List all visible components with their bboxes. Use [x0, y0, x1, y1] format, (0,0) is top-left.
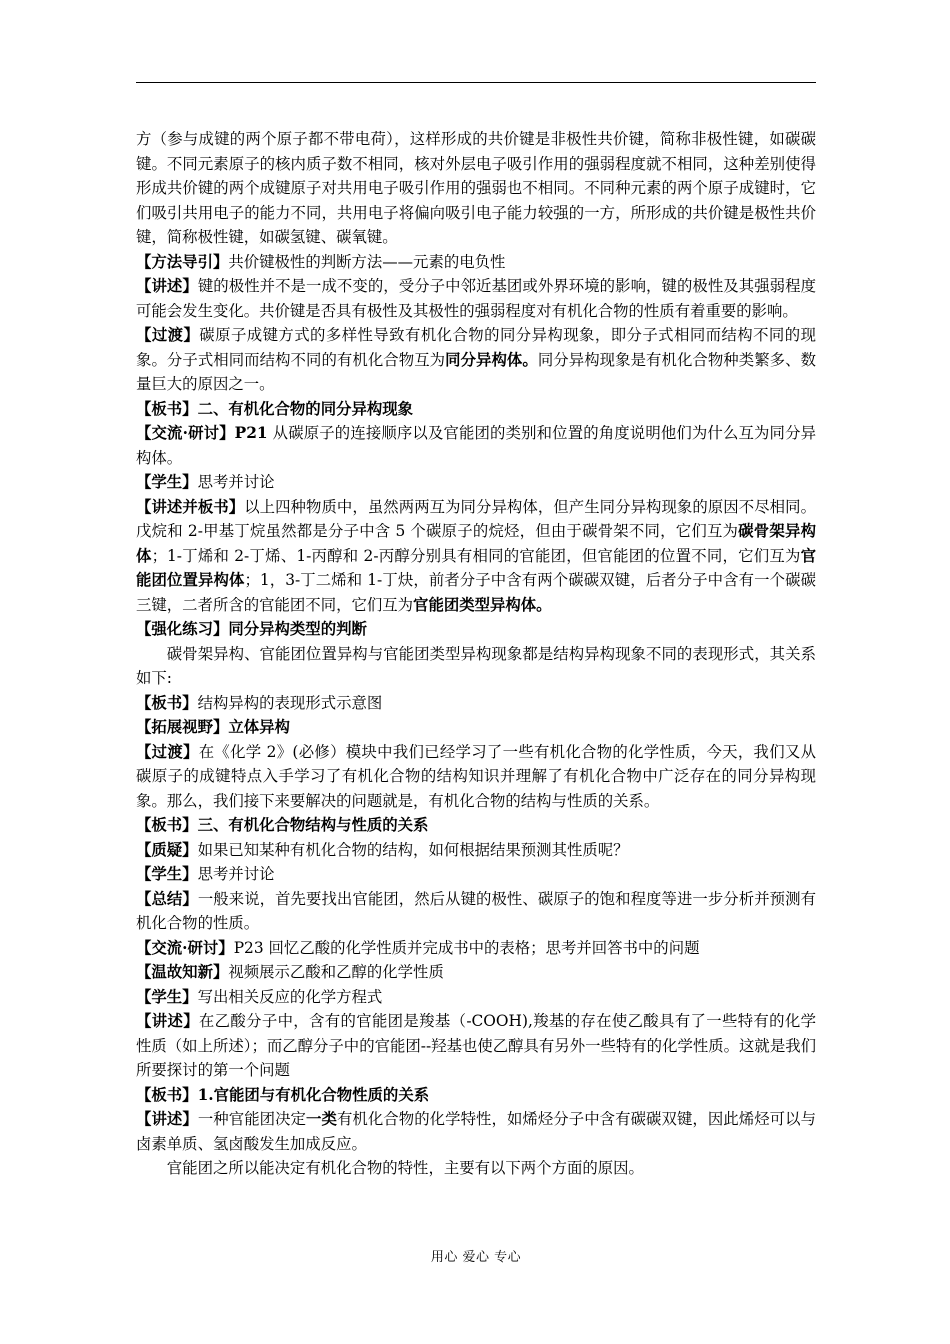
page-footer: 用心 爱心 专心 [430, 1250, 522, 1265]
text-run: 如果已知某种有机化合物的结构，如何根据结果预测其性质呢？ [197, 840, 629, 859]
paragraph-p18 [136, 936, 816, 961]
document-page [136, 0, 816, 1344]
paragraph-p13 [136, 740, 816, 814]
paragraph-p15 [136, 838, 816, 863]
text-run: 视频展示乙酸和乙醇的化学性质 [228, 963, 444, 981]
bold-text: 【温故知新】 [136, 963, 229, 981]
bold-text: 【板书】1.官能团与有机化合物性质的关系 [136, 1085, 430, 1104]
paragraph-p20 [136, 985, 816, 1010]
bold-text: 【板书】 [136, 693, 198, 712]
bold-text: 同分异构体。 [445, 350, 538, 369]
paragraph-p14 [136, 813, 816, 838]
bold-text: 【强化练习】同分异构类型的判断 [136, 620, 367, 638]
text-run: 写出相关反应的化学方程式 [197, 987, 383, 1006]
bold-text: 【拓展视野】立体异构 [136, 718, 290, 736]
paragraph-p3 [136, 274, 816, 323]
bold-text: 【总结】 [136, 889, 198, 908]
text-run: 思考并讨论 [197, 865, 275, 883]
text-run: 在《化学 2》(必修）模块中我们已经学习了一些有机化合物的化学性质，今天，我们又从碳原子的成键特点入手学习了有机化合物的结构知识并理解了有机化合物中广泛存在的同分异构现象。那么，我们接下来要解决的问题就是，有机化合物的结构与性质的关系。 [136, 742, 816, 810]
text-run: P23 回忆乙酸的化学性质并完成书中的表格；思考并回答书中的问题 [233, 938, 700, 957]
text-run: 一般来说，首先要找出官能团，然后从键的极性、碳原子的饱和程度等进一步分析并预测有机化合物的性质。 [136, 889, 816, 932]
paragraph-p16 [136, 862, 816, 887]
text-run: 结构异构的表现形式示意图 [197, 693, 383, 712]
text-run: 键的极性并不是一成不变的，受分子中邻近基团或外界环境的影响，键的极性及其强弱程度可能会发生变化。共价键是否具有极性及其极性的强弱程度对有机化合物的性质有着重要的影响。 [136, 277, 816, 320]
paragraph-p19 [136, 960, 816, 985]
text-run: 共价键极性的判断方法——元素的电负性 [228, 252, 506, 271]
paragraph-p2 [136, 250, 816, 275]
paragraph-p8 [136, 495, 816, 618]
text-run: 有机化合物的化学特性，如烯烃分子中含有碳碳双键，因此烯烃可以与卤素单质、氢卤酸发生加成反应。 [136, 1110, 816, 1153]
bold-text: 【讲述】 [136, 1110, 198, 1128]
bold-text: 【交流·研讨】 [136, 938, 234, 957]
paragraph-p9 [136, 617, 816, 642]
bold-text: 【交流·研讨】P21 [136, 424, 268, 442]
paragraph-p11 [136, 691, 816, 716]
bold-text: 【讲述并板书】 [136, 497, 245, 516]
text-run: 碳骨架异构、官能团位置异构与官能团类型异构现象都是结构异构现象不同的表现形式，其关系如下: [136, 644, 816, 687]
bold-text: 【学生】 [136, 987, 198, 1006]
text-run: 以上四种物质中，虽然两两互为同分异构体，但产生同分异构现象的原因不尽相同。戊烷和 2-甲基丁烷虽然都是分子中含 5 个碳原子的烷烃，但由于碳骨架不同，它们互为 [136, 497, 816, 540]
bold-text: 【板书】二、有机化合物的同分异构现象 [136, 399, 414, 418]
paragraph-p1 [136, 127, 816, 250]
document-body [136, 127, 816, 1181]
text-run: ；1，3-丁二烯和 1-丁炔，前者分子中含有两个碳碳双键，后者分子中含有一个碳碳三键，二者所含的官能团不同，它们互为 [136, 571, 816, 614]
paragraph-p12 [136, 715, 816, 740]
header-rule [136, 82, 816, 83]
paragraph-p23 [136, 1107, 816, 1156]
paragraph-p10 [136, 642, 816, 691]
text-run: 碳原子成键方式的多样性导致有机化合物的同分异构现象，即分子式相同而结构不同的现象。分子式相同而结构不同的有机化合物互为 [136, 326, 816, 369]
text-run: 在乙酸分子中，含有的官能团是羧基（-COOH),羧基的存在使乙酸具有了一些特有的化学性质（如上所述）；而乙醇分子中的官能团--羟基也使乙醇具有另外一些特有的化学性质。这就是我们所要探讨的第一个问题 [136, 1012, 816, 1079]
bold-text: 碳骨架异构体 [136, 522, 816, 565]
bold-text: 官能团类型异构体。 [413, 595, 552, 614]
text-run: 一种官能团决定 [197, 1110, 307, 1128]
bold-text: 【板书】三、有机化合物结构与性质的关系 [136, 816, 429, 834]
paragraph-p21 [136, 1009, 816, 1083]
bold-text: 一类 [306, 1110, 337, 1128]
text-run: 方（参与成键的两个原子都不带电荷），这样形成的共价键是非极性共价键，简称非极性键，如碳碳键。不同元素原子的核内质子数不相同，核对外层电子吸引作用的强弱程度就不相同，这种差别使得形成共价键的两个成键原子对共用电子吸引作用的强弱也不相同。不同种元素的两个原子成键时，它们吸引共用电子的能力不同，共用电子将偏向吸引电子能力较强的一方，所形成的共价键是极性共价键，简称极性键，如碳氢键、碳氧键。 [136, 130, 816, 246]
text-run: ；1-丁烯和 2-丁烯、1-丙醇和 2-丙醇分别具有相同的官能团，但官能团的位置不同，它们互为 [151, 546, 801, 565]
paragraph-p6 [136, 421, 816, 470]
bold-text: 【讲述】 [136, 1012, 199, 1030]
paragraph-p4 [136, 323, 816, 397]
bold-text: 【质疑】 [136, 840, 198, 859]
bold-text: 【学生】 [136, 865, 198, 883]
paragraph-p17 [136, 887, 816, 936]
bold-text: 【学生】 [136, 473, 198, 491]
paragraph-p22 [136, 1083, 816, 1108]
bold-text: 【过渡】 [136, 742, 199, 761]
bold-text: 官能团位置异构体 [136, 546, 816, 589]
bold-text: 【过渡】 [136, 326, 200, 344]
paragraph-p5 [136, 397, 816, 422]
text-run: 思考并讨论 [197, 473, 275, 491]
text-run: 从碳原子的连接顺序以及官能团的类别和位置的角度说明他们为什么互为同分异构体。 [136, 424, 816, 467]
paragraph-p7 [136, 470, 816, 495]
text-run: 官能团之所以能决定有机化合物的特性，主要有以下两个方面的原因。 [166, 1159, 644, 1177]
bold-text: 【讲述】 [136, 277, 198, 295]
bold-text: 【方法导引】 [136, 252, 229, 271]
text-run: 同分异构现象是有机化合物种类繁多、数量巨大的原因之一。 [136, 350, 816, 393]
paragraph-p24 [136, 1156, 816, 1181]
